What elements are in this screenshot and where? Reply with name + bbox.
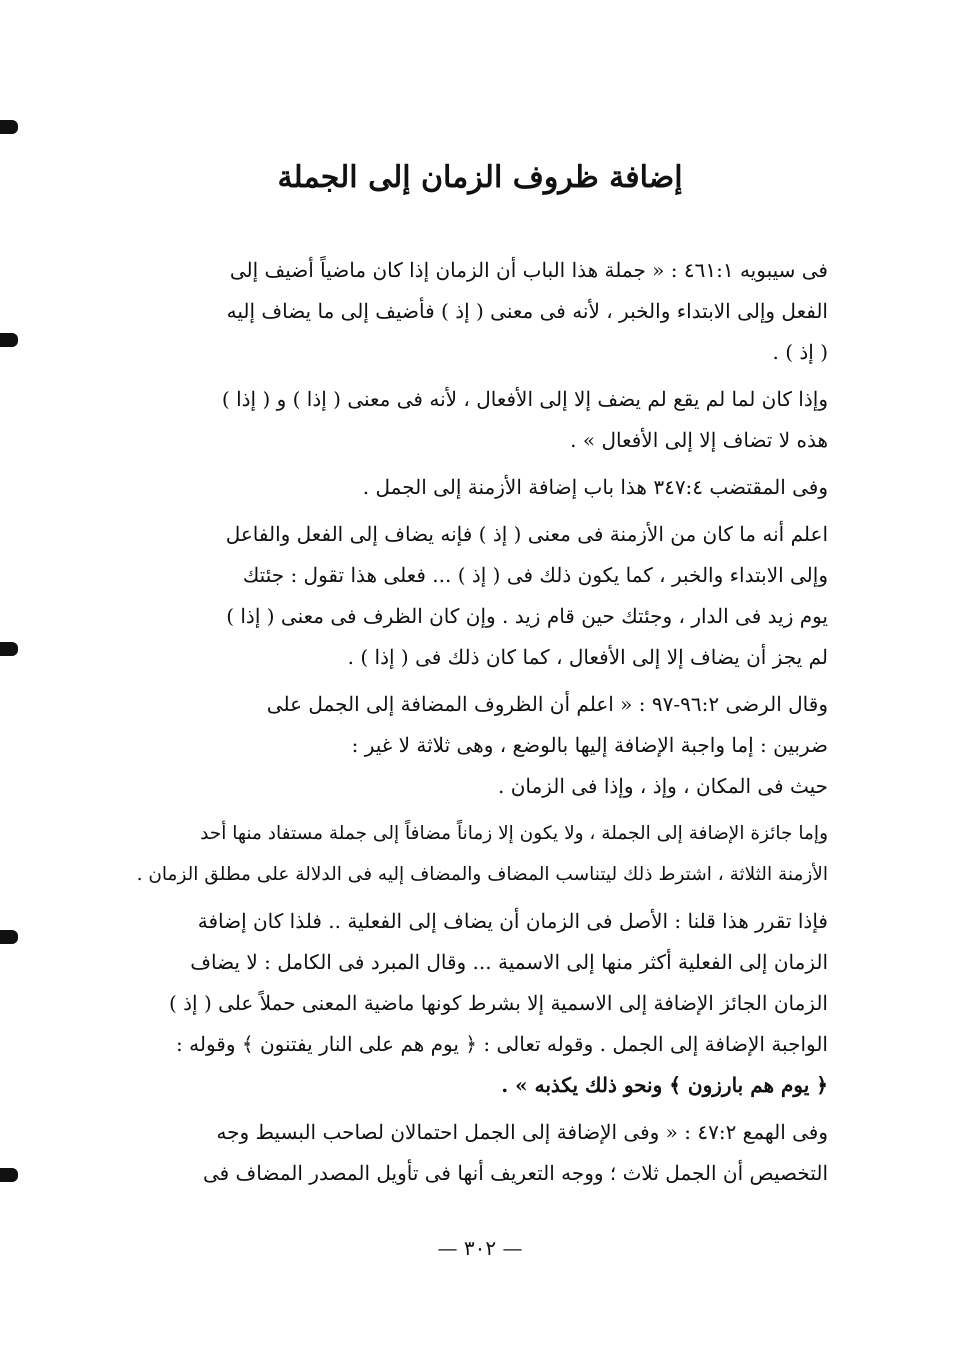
text-line: التخصيص أن الجمل ثلاث ؛ ووجه التعريف أنها فى تأويل المصدر المضاف فى: [202, 1161, 828, 1185]
paragraph-jaiza: [104, 813, 828, 895]
scan-edge-mark: [0, 333, 18, 347]
text-line: هذه لا تضاف إلا إلى الأفعال » .: [570, 428, 828, 452]
scan-edge-mark: [0, 120, 18, 134]
page-title: إضافة ظروف الزمان إلى الجملة: [277, 160, 683, 195]
text-line: وإذا كان لما لم يقع لم يضف إلا إلى الأفعال ، لأنه فى معنى ( إذا ) و ( إذا ): [221, 387, 828, 411]
paragraph-radi: [104, 684, 828, 807]
text-line: وإما جائزة الإضافة إلى الجملة ، ولا يكون إلا زماناً مضافاً إلى جملة مستفاد منها أحد: [200, 823, 828, 844]
text-line: حيث فى المكان ، وإذ ، وإذا فى الزمان .: [498, 774, 828, 798]
page-number: — ٣٠٢ —: [437, 1236, 523, 1260]
quran-verse-line: ﴿ يوم هم بارزون ﴾ ونحو ذلك يكذبه » .: [501, 1073, 828, 1097]
text-line: الزمان الجائز الإضافة إلى الاسمية إلا بشرط كونها ماضية المعنى حملاً على ( إذ ): [168, 991, 828, 1015]
text-line: ضربين : إما واجبة الإضافة إليها بالوضع ، وهى ثلاثة لا غير :: [351, 733, 828, 757]
text-line: وإلى الابتداء والخبر ، كما يكون ذلك فى ( إذ ) ... فعلى هذا تقول : جئتك: [242, 563, 828, 587]
text-line: وفى الهمع ٤٧:٢ : « وفى الإضافة إلى الجمل احتمالان لصاحب البسيط وجه: [216, 1120, 828, 1144]
text-line: لم يجز أن يضاف إلا إلى الأفعال ، كما كان ذلك فى ( إذا ) .: [347, 645, 828, 669]
body-text: [104, 250, 828, 1200]
text-line: يوم زيد فى الدار ، وجئتك حين قام زيد . وإن كان الظرف فى معنى ( إذا ): [226, 604, 828, 628]
text-line: وفى المقتضب ٣٤٧:٤ هذا باب إضافة الأزمنة إلى الجمل .: [362, 475, 828, 499]
scan-edge-mark: [0, 1168, 18, 1182]
paragraph-idha: [104, 379, 828, 461]
paragraph-ilam: [104, 514, 828, 678]
paragraph-hama: [104, 1112, 828, 1194]
scan-edge-mark: [0, 642, 18, 656]
text-line: الأزمنة الثلاثة ، اشترط ذلك ليتناسب المضاف والمضاف إليه فى الدلالة على مطلق الزمان .: [136, 864, 828, 885]
text-line: فإذا تقرر هذا قلنا : الأصل فى الزمان أن يضاف إلى الفعلية .. فلذا كان إضافة: [197, 909, 828, 933]
paragraph-fa-idha: [104, 901, 828, 1106]
paragraph-muqtadab: [104, 467, 828, 508]
text-line: وقال الرضى ٩٦:٢-٩٧ : « اعلم أن الظروف المضافة إلى الجمل على: [266, 692, 828, 716]
paragraph-sibawayh: [104, 250, 828, 373]
text-line: اعلم أنه ما كان من الأزمنة فى معنى ( إذ ) فإنه يضاف إلى الفعل والفاعل: [225, 522, 828, 546]
scan-edge-mark: [0, 930, 18, 944]
text-line: الزمان إلى الفعلية أكثر منها إلى الاسمية ... وقال المبرد فى الكامل : لا يضاف: [190, 950, 828, 974]
text-line: فى سيبويه ٤٦١:١ : « جملة هذا الباب أن الزمان إذا كان ماضياً أضيف إلى: [229, 258, 828, 282]
text-line: ( إذ ) .: [772, 340, 828, 364]
text-line: الفعل وإلى الابتداء والخبر ، لأنه فى معنى ( إذ ) فأضيف إلى ما يضاف إليه: [226, 299, 828, 323]
text-line: الواجبة الإضافة إلى الجمل . وقوله تعالى : ﴿ يوم هم على النار يفتنون ﴾ وقوله :: [176, 1032, 828, 1056]
